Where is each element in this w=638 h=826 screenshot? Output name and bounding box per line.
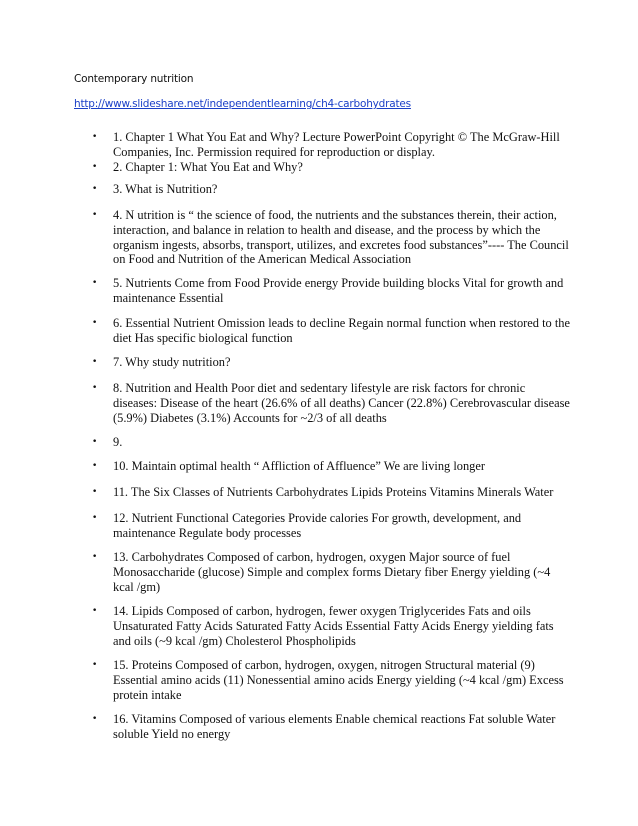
list-item	[92, 355, 572, 370]
bullet-icon: •	[92, 162, 98, 172]
list-item-text: 6. Essential Nutrient Omission leads to decline Regain normal function when restored to the diet Has specific biological function	[113, 316, 570, 345]
bullet-icon: •	[92, 660, 98, 670]
bullet-icon: •	[92, 461, 98, 471]
list-item	[92, 381, 572, 425]
bullet-icon: •	[92, 278, 98, 288]
list-item	[92, 160, 572, 175]
list-item-text: 2. Chapter 1: What You Eat and Why?	[113, 160, 303, 174]
list-item	[92, 459, 572, 474]
list-item-text: 16. Vitamins Composed of various elements Enable chemical reactions Fat soluble Water soluble Yield no energy	[113, 712, 556, 741]
bullet-icon: •	[92, 318, 98, 328]
list-item-text: 13. Carbohydrates Composed of carbon, hydrogen, oxygen Major source of fuel Monosaccharide (glucose) Simple and complex forms Dietary fiber Energy yielding (~4 kcal /gm)	[113, 550, 551, 594]
bullet-icon: •	[92, 487, 98, 497]
list-item	[92, 316, 572, 346]
bullet-icon: •	[92, 513, 98, 523]
list-item-text: 9.	[113, 435, 123, 449]
bullet-icon: •	[92, 184, 98, 194]
list-item	[92, 604, 572, 648]
list-item-text: 14. Lipids Composed of carbon, hydrogen, fewer oxygen Triglycerides Fats and oils Unsaturated Fatty Acids Saturated Fatty Acids Essential Fatty Acids Energy yielding fats and oils (~9 kcal /gm) Cholesterol Phospholipids	[113, 604, 554, 648]
list-item-text: 10. Maintain optimal health “ Affliction of Affluence” We are living longer	[113, 459, 485, 473]
bullet-icon: •	[92, 714, 98, 724]
list-item	[92, 130, 572, 160]
bullet-icon: •	[92, 132, 98, 142]
list-item	[92, 658, 572, 702]
bullet-icon: •	[92, 383, 98, 393]
bullet-icon: •	[92, 606, 98, 616]
list-item	[92, 208, 572, 267]
list-item-text: 12. Nutrient Functional Categories Provide calories For growth, development, and maintenance Regulate body processes	[113, 511, 522, 540]
list-item	[92, 276, 572, 306]
list-item-text: 7. Why study nutrition?	[113, 355, 231, 369]
bullet-icon: •	[92, 210, 98, 220]
bullet-icon: •	[92, 437, 98, 447]
list-item	[92, 485, 572, 500]
list-item	[92, 435, 572, 450]
list-item-text: 15. Proteins Composed of carbon, hydrogen, oxygen, nitrogen Structural material (9) Essential amino acids (11) Nonessential amino acids Energy yielding (~4 kcal /gm) Excess protein intake	[113, 658, 564, 702]
list-item-text: 3. What is Nutrition?	[113, 182, 218, 196]
list-item-text: 1. Chapter 1 What You Eat and Why? Lecture PowerPoint Copyright © The McGraw-Hill Companies, Inc. Permission required for reproduction or display.	[113, 130, 560, 159]
list-item	[92, 712, 572, 742]
document-heading: Contemporary nutrition	[74, 73, 194, 85]
list-item-text: 11. The Six Classes of Nutrients Carbohydrates Lipids Proteins Vitamins Minerals Water	[113, 485, 554, 499]
list-item-text: 5. Nutrients Come from Food Provide energy Provide building blocks Vital for growth and maintenance Essential	[113, 276, 564, 305]
list-item	[92, 550, 572, 594]
list-item	[92, 182, 572, 197]
list-item-text: 8. Nutrition and Health Poor diet and sedentary lifestyle are risk factors for chronic diseases: Disease of the heart (26.6% of all deaths) Cancer (22.8%) Cerebrovascular disease (5.9%) Diabetes (3.1%) Accounts for ~2/3 of all deaths	[113, 381, 570, 425]
source-link[interactable]: http://www.slideshare.net/independentlearning/ch4-carbohydrates	[74, 98, 411, 110]
list-item-text: 4. N utrition is “ the science of food, the nutrients and the substances therein, their action, interaction, and balance in relation to health and disease, and the process by which the organism ingests, absorbs, transport, utilizes, and excretes food substances”---- The Council on Food and Nutrition of the American Medical Association	[113, 208, 569, 267]
bullet-icon: •	[92, 552, 98, 562]
bullet-icon: •	[92, 357, 98, 367]
list-item	[92, 511, 572, 541]
